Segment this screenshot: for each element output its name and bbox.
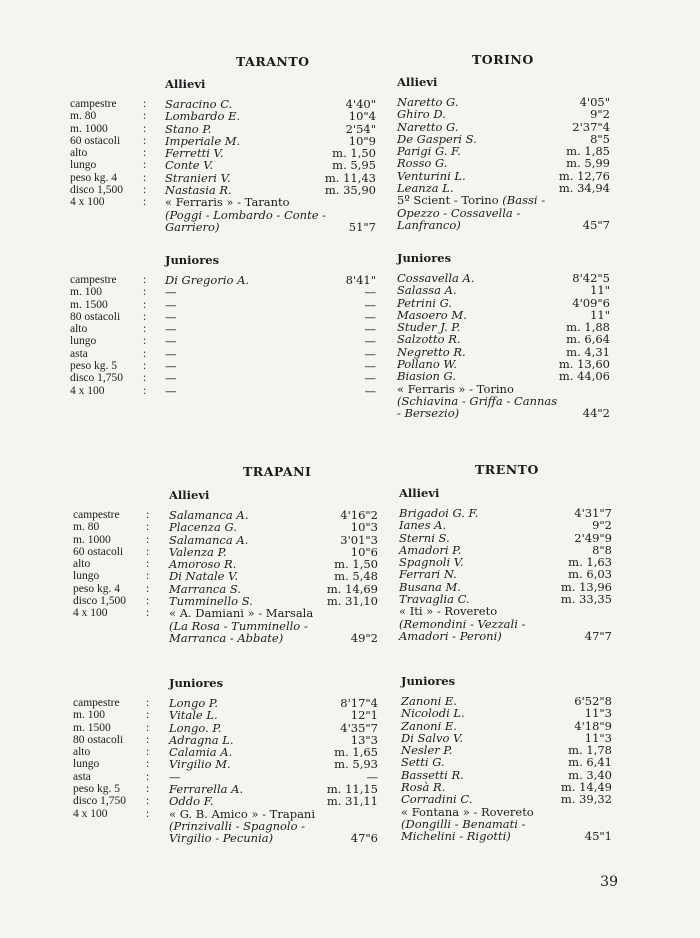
relay-entry — [397, 194, 610, 231]
athlete-name: Setti G. — [401, 755, 445, 770]
athlete-name: Ferrarella A. — [169, 782, 244, 797]
athlete-name: Di Natale V. — [169, 569, 239, 584]
result-value: m. 12,76 — [558, 168, 610, 183]
athlete-name: Vitale L. — [169, 708, 218, 723]
event-label: lungo — [70, 335, 97, 348]
relay-members: (Remondini - Vezzali - Amadori - Peroni) — [399, 616, 526, 643]
category-torino-allievi: Allievi — [397, 75, 438, 89]
athlete-name: Bassetti R. — [401, 767, 464, 782]
result-row — [399, 568, 612, 580]
athlete-name: — — [165, 371, 177, 386]
results-list — [169, 697, 378, 845]
event-colon: : — [143, 323, 147, 336]
relay-team: « Ferraris » - Torino — [397, 381, 514, 396]
event-label: asta — [73, 770, 91, 783]
athlete-name: Longo. P. — [169, 720, 222, 735]
relay-result: 51"7 — [348, 219, 376, 234]
result-row — [165, 360, 376, 372]
athlete-name: — — [165, 383, 177, 398]
athlete-name: Ferretti V. — [165, 146, 224, 161]
athlete-name: Oddo F. — [169, 794, 214, 809]
result-value: m. 33,35 — [560, 592, 612, 607]
athlete-name: Di Gregorio A. — [165, 273, 250, 287]
event-colon: : — [143, 335, 147, 348]
result-value: 8"8 — [592, 542, 612, 557]
event-colon: : — [146, 758, 150, 771]
athlete-name: Imperiale M. — [165, 133, 241, 148]
category-trento-allievi: Allievi — [399, 486, 440, 500]
athlete-name: Petrini G. — [397, 295, 452, 310]
event-label: m. 80 — [73, 521, 100, 534]
event-label: campestre — [73, 509, 120, 521]
result-value: — — [364, 383, 376, 398]
event-label: m. 1000 — [70, 122, 108, 135]
result-value: m. 1,50 — [332, 146, 376, 161]
event-label: m. 1500 — [70, 298, 108, 311]
athlete-name: — — [165, 309, 177, 324]
result-value: 2'54" — [345, 121, 376, 136]
athlete-name: Longo P. — [169, 696, 218, 710]
athlete-name: Adragna L. — [169, 732, 234, 747]
athlete-name: Nastasia R. — [165, 183, 232, 198]
event-label: peso kg. 5 — [73, 783, 120, 796]
result-value: m. 44,06 — [558, 369, 610, 384]
event-colon: : — [146, 545, 150, 558]
relay-team: « Iti » - Rovereto — [399, 604, 498, 619]
athlete-name: Sterni S. — [399, 530, 450, 545]
results-list — [165, 274, 376, 397]
city-title-trapani: TRAPANI — [243, 464, 312, 479]
athlete-name: — — [165, 285, 177, 300]
event-label: lungo — [73, 570, 100, 583]
athlete-name: Placenza G. — [169, 520, 237, 535]
result-value: m. 6,41 — [568, 755, 612, 770]
athlete-name: Calamia A. — [169, 745, 233, 760]
result-value: m. 13,96 — [560, 579, 612, 594]
result-value: m. 14,69 — [326, 581, 378, 596]
athlete-name: Nicolodi L. — [401, 706, 465, 721]
result-value: 10"4 — [348, 109, 376, 124]
result-row — [165, 110, 376, 122]
results-list — [165, 98, 376, 233]
page-number: 39 — [600, 874, 618, 890]
relay-members: (Prinzivalli - Spagnolo - Virgilio - Pecunia) — [169, 818, 306, 846]
event-label: 60 ostacoli — [70, 134, 121, 147]
event-label: lungo — [70, 159, 97, 172]
event-colon: : — [146, 521, 150, 534]
category-trapani-allievi: Allievi — [169, 488, 210, 502]
city-title-torino: TORINO — [472, 52, 534, 67]
athlete-name: Busana M. — [399, 579, 461, 594]
result-value: 12"1 — [350, 708, 378, 723]
event-label: peso kg. 5 — [70, 360, 117, 373]
event-label: 4 x 100 — [70, 196, 105, 209]
result-value: m. 5,95 — [332, 158, 376, 173]
athlete-name: Negretto R. — [397, 344, 466, 359]
result-row — [397, 157, 610, 169]
event-labels — [73, 509, 152, 620]
relay-members: (Schiavina - Griffa - Cannas - Bersezio) — [397, 393, 558, 421]
category-trapani-juniores: Juniores — [169, 676, 224, 690]
event-label: disco 1,500 — [70, 184, 124, 197]
athlete-name: Naretto G. — [397, 119, 459, 134]
result-value: 11"3 — [584, 730, 612, 745]
result-value: — — [364, 322, 376, 337]
event-label: m. 1500 — [73, 721, 111, 734]
result-row — [397, 284, 610, 296]
athlete-name: Salamanca A. — [169, 532, 249, 547]
result-row — [401, 707, 612, 719]
result-value: 8"5 — [590, 131, 610, 146]
result-value: 9"2 — [590, 107, 610, 122]
athlete-name: Salzotto R. — [397, 332, 461, 347]
results-list — [397, 96, 610, 231]
result-value: m. 13,60 — [558, 357, 610, 372]
result-value: 4'35"7 — [340, 720, 378, 735]
relay-team: « G. B. Amico » - Trapani — [169, 806, 316, 821]
result-value: m. 39,32 — [560, 792, 612, 807]
athlete-name: Naretto G. — [397, 95, 459, 109]
event-colon: : — [143, 286, 147, 299]
athlete-name: — — [165, 346, 177, 361]
athlete-name: Conte V. — [165, 158, 214, 173]
event-colon: : — [143, 196, 147, 209]
result-value: — — [364, 309, 376, 324]
athlete-name: Saracino C. — [165, 97, 233, 111]
event-label: asta — [70, 347, 88, 360]
result-value: 10"9 — [348, 133, 376, 148]
result-value: 6'52"8 — [574, 694, 612, 708]
event-label: alto — [73, 558, 91, 571]
athlete-name: Rosso G. — [397, 156, 448, 171]
athlete-name: Stranieri V. — [165, 170, 231, 185]
result-value: m. 3,40 — [568, 767, 612, 782]
relay-entry — [169, 607, 378, 644]
result-row — [165, 335, 376, 347]
event-label: alto — [70, 147, 88, 160]
results-list — [397, 272, 610, 420]
event-label: campestre — [70, 274, 117, 286]
event-colon: : — [143, 360, 147, 373]
result-value: m. 5,48 — [334, 569, 378, 584]
athlete-name: Zanoni E. — [401, 718, 457, 733]
relay-result: 44"2 — [582, 406, 610, 421]
result-value: m. 31,11 — [326, 794, 378, 809]
result-value: m. 5,93 — [334, 757, 378, 772]
relay-team: « Ferraris » - Taranto — [165, 195, 290, 210]
result-value: — — [366, 769, 378, 784]
result-value: — — [364, 346, 376, 361]
relay-result: 49"2 — [350, 630, 378, 645]
result-value: 4'40" — [345, 97, 376, 111]
result-value: 9"2 — [592, 518, 612, 533]
result-value: m. 1,85 — [566, 144, 610, 159]
athlete-name: Ianes A. — [399, 518, 447, 533]
result-value: m. 1,78 — [568, 743, 612, 758]
event-colon: : — [143, 347, 147, 360]
relay-entry — [399, 605, 612, 642]
result-value: 11" — [590, 283, 610, 298]
athlete-name: Parigi G. F. — [397, 144, 461, 159]
event-label: alto — [73, 746, 91, 759]
event-colon: : — [143, 298, 147, 311]
result-row — [165, 299, 376, 311]
result-row — [165, 159, 376, 171]
event-label: alto — [70, 323, 88, 336]
event-label: 4 x 100 — [70, 384, 105, 397]
event-colon: : — [143, 310, 147, 323]
event-colon: : — [143, 98, 147, 110]
result-value: m. 35,90 — [324, 183, 376, 198]
event-colon: : — [146, 770, 150, 783]
athlete-name: Travaglia C. — [399, 592, 470, 607]
event-labels — [70, 274, 149, 397]
event-colon: : — [143, 159, 147, 172]
result-value: — — [364, 371, 376, 386]
event-colon: : — [146, 697, 150, 709]
event-colon: : — [143, 122, 147, 135]
event-label: 4 x 100 — [73, 607, 108, 620]
relay-entry — [401, 806, 612, 843]
result-value: 11"3 — [584, 706, 612, 721]
athlete-name: Zanoni E. — [401, 694, 457, 708]
event-label: disco 1,750 — [70, 372, 124, 385]
event-label: peso kg. 4 — [70, 171, 117, 184]
event-label: m. 80 — [70, 110, 97, 123]
relay-members: (Bassi - Opezzo - Cossavella - Lanfranco) — [397, 193, 546, 232]
relay-members: (Dongilli - Benamati - Michelini - Rigotti) — [401, 816, 526, 844]
event-label: disco 1,750 — [73, 795, 127, 808]
result-row — [165, 274, 376, 286]
event-label: 4 x 100 — [73, 807, 108, 820]
event-colon: : — [146, 509, 150, 521]
athlete-name: Marranca S. — [169, 581, 241, 596]
relay-team: 5º Scient - Torino — [397, 193, 503, 208]
event-label: 80 ostacoli — [70, 310, 121, 323]
event-label: peso kg. 4 — [73, 582, 120, 595]
athlete-name: Studer J. P. — [397, 320, 461, 335]
city-title-taranto: TARANTO — [236, 54, 310, 69]
result-row — [169, 570, 378, 582]
event-colon: : — [146, 783, 150, 796]
result-row — [165, 286, 376, 298]
event-colon: : — [143, 184, 147, 197]
event-colon: : — [146, 733, 150, 746]
result-row — [165, 348, 376, 360]
result-value: 8'17"4 — [340, 696, 378, 710]
event-colon: : — [146, 570, 150, 583]
athlete-name: Masoero M. — [397, 307, 467, 322]
athlete-name: — — [165, 297, 177, 312]
athlete-name: — — [165, 322, 177, 337]
event-colon: : — [146, 721, 150, 734]
relay-entry — [169, 808, 378, 845]
athlete-name: Corradini C. — [401, 792, 473, 807]
result-row — [399, 519, 612, 531]
result-row — [169, 758, 378, 770]
result-value: 8'42"5 — [572, 271, 610, 285]
athlete-name: Valenza P. — [169, 544, 227, 559]
result-value: 11" — [590, 307, 610, 322]
event-colon: : — [143, 372, 147, 385]
result-value: 2'49"9 — [574, 530, 612, 545]
event-colon: : — [146, 595, 150, 608]
result-value: m. 6,64 — [566, 332, 610, 347]
athlete-name: — — [165, 334, 177, 349]
result-value: m. 1,65 — [334, 745, 378, 760]
athlete-name: Lombardo E. — [165, 109, 241, 124]
result-value: 8'41" — [345, 273, 376, 287]
event-label: m. 1000 — [73, 533, 111, 546]
relay-result: 45"1 — [584, 829, 612, 844]
relay-members: (Poggi - Lombardo - Conte - Garriero) — [165, 207, 327, 234]
result-value: m. 31,10 — [326, 594, 378, 609]
event-labels — [73, 697, 152, 820]
result-row — [165, 323, 376, 335]
athlete-name: Stano P. — [165, 121, 212, 136]
result-row — [401, 756, 612, 768]
result-value: m. 11,15 — [326, 782, 378, 797]
result-row — [169, 521, 378, 533]
result-value: m. 1,88 — [566, 320, 610, 335]
result-value: 10"3 — [350, 520, 378, 535]
event-label: disco 1,500 — [73, 595, 127, 608]
event-colon: : — [146, 533, 150, 546]
relay-entry — [397, 383, 610, 420]
event-colon: : — [143, 171, 147, 184]
relay-team: « A. Damiani » - Marsala — [169, 606, 314, 621]
event-label: lungo — [73, 758, 100, 771]
city-title-trento: TRENTO — [475, 462, 539, 477]
event-label: 60 ostacoli — [73, 545, 124, 558]
event-colon: : — [146, 746, 150, 759]
result-value: 3'01"3 — [340, 532, 378, 547]
athlete-name: Ghiro D. — [397, 107, 446, 122]
result-row — [165, 385, 376, 397]
result-value: m. 14,49 — [560, 780, 612, 795]
athlete-name: Biasion G. — [397, 369, 456, 384]
result-value: m. 4,31 — [566, 344, 610, 359]
result-value: 4'05" — [579, 95, 610, 109]
athlete-name: Amadori P. — [399, 542, 462, 557]
event-colon: : — [146, 709, 150, 722]
athlete-name: Tumminello S. — [169, 594, 253, 609]
result-value: m. 6,03 — [568, 567, 612, 582]
result-value: m. 5,99 — [566, 156, 610, 171]
event-labels — [70, 98, 149, 209]
result-value: 4'09"6 — [572, 295, 610, 310]
results-list — [401, 695, 612, 843]
results-list — [169, 509, 378, 644]
athlete-name: Leanza L. — [397, 181, 454, 196]
result-value: m. 11,43 — [324, 170, 376, 185]
result-value: — — [364, 297, 376, 312]
athlete-name: Salamanca A. — [169, 508, 249, 522]
result-value: 4'18"9 — [574, 718, 612, 733]
athlete-name: Spagnoli V. — [399, 555, 464, 570]
event-colon: : — [146, 582, 150, 595]
athlete-name: Brigadoi G. F. — [399, 506, 479, 520]
relay-result: 47"7 — [584, 628, 612, 643]
event-label: campestre — [70, 98, 117, 110]
result-value: — — [364, 285, 376, 300]
event-colon: : — [146, 807, 150, 820]
category-trento-juniores: Juniores — [401, 674, 456, 688]
result-row — [397, 333, 610, 345]
category-taranto-allievi: Allievi — [165, 77, 206, 91]
result-value: 4'16"2 — [340, 508, 378, 522]
athlete-name: Di Salvo V. — [401, 730, 463, 745]
event-colon: : — [143, 134, 147, 147]
athlete-name: Salassa A. — [397, 283, 457, 298]
event-label: campestre — [73, 697, 120, 709]
event-colon: : — [143, 110, 147, 123]
relay-entry — [165, 196, 376, 233]
event-colon: : — [143, 147, 147, 160]
relay-members: (La Rosa - Tumminello - Marranca - Abbate) — [169, 618, 308, 645]
category-taranto-juniores: Juniores — [165, 253, 220, 267]
event-label: m. 100 — [70, 286, 102, 299]
athlete-name: Venturini L. — [397, 168, 466, 183]
result-value: 2'37"4 — [572, 119, 610, 134]
result-value: 13"3 — [350, 732, 378, 747]
result-value: — — [364, 334, 376, 349]
event-colon: : — [146, 795, 150, 808]
result-row — [165, 311, 376, 323]
athlete-name: Rosà R. — [401, 780, 446, 795]
relay-result: 47"6 — [350, 831, 378, 846]
event-colon: : — [146, 607, 150, 620]
result-value: m. 1,50 — [334, 557, 378, 572]
result-row — [397, 108, 610, 120]
results-list — [399, 507, 612, 642]
event-label: 80 ostacoli — [73, 733, 124, 746]
event-colon: : — [143, 274, 147, 286]
athlete-name: De Gasperi S. — [397, 131, 477, 146]
result-value: m. 34,94 — [558, 181, 610, 196]
event-label: m. 100 — [73, 709, 105, 722]
result-value: — — [364, 359, 376, 374]
event-colon: : — [143, 384, 147, 397]
result-row — [165, 372, 376, 384]
athlete-name: Pollano W. — [397, 357, 457, 372]
athlete-name: — — [169, 769, 181, 784]
athlete-name: Amoroso R. — [169, 557, 237, 572]
result-value: m. 1,63 — [568, 555, 612, 570]
relay-result: 45"7 — [582, 217, 610, 232]
result-value: 4'31"7 — [574, 506, 612, 520]
athlete-name: Nesler P. — [401, 743, 453, 758]
athlete-name: — — [165, 359, 177, 374]
athlete-name: Virgilio M. — [169, 757, 231, 772]
result-value: 10"6 — [350, 544, 378, 559]
event-colon: : — [146, 558, 150, 571]
result-row — [169, 709, 378, 721]
category-torino-juniores: Juniores — [397, 251, 452, 265]
athlete-name: Cossavella A. — [397, 271, 475, 285]
relay-team: « Fontana » - Rovereto — [401, 804, 534, 819]
athlete-name: Ferrari N. — [399, 567, 457, 582]
